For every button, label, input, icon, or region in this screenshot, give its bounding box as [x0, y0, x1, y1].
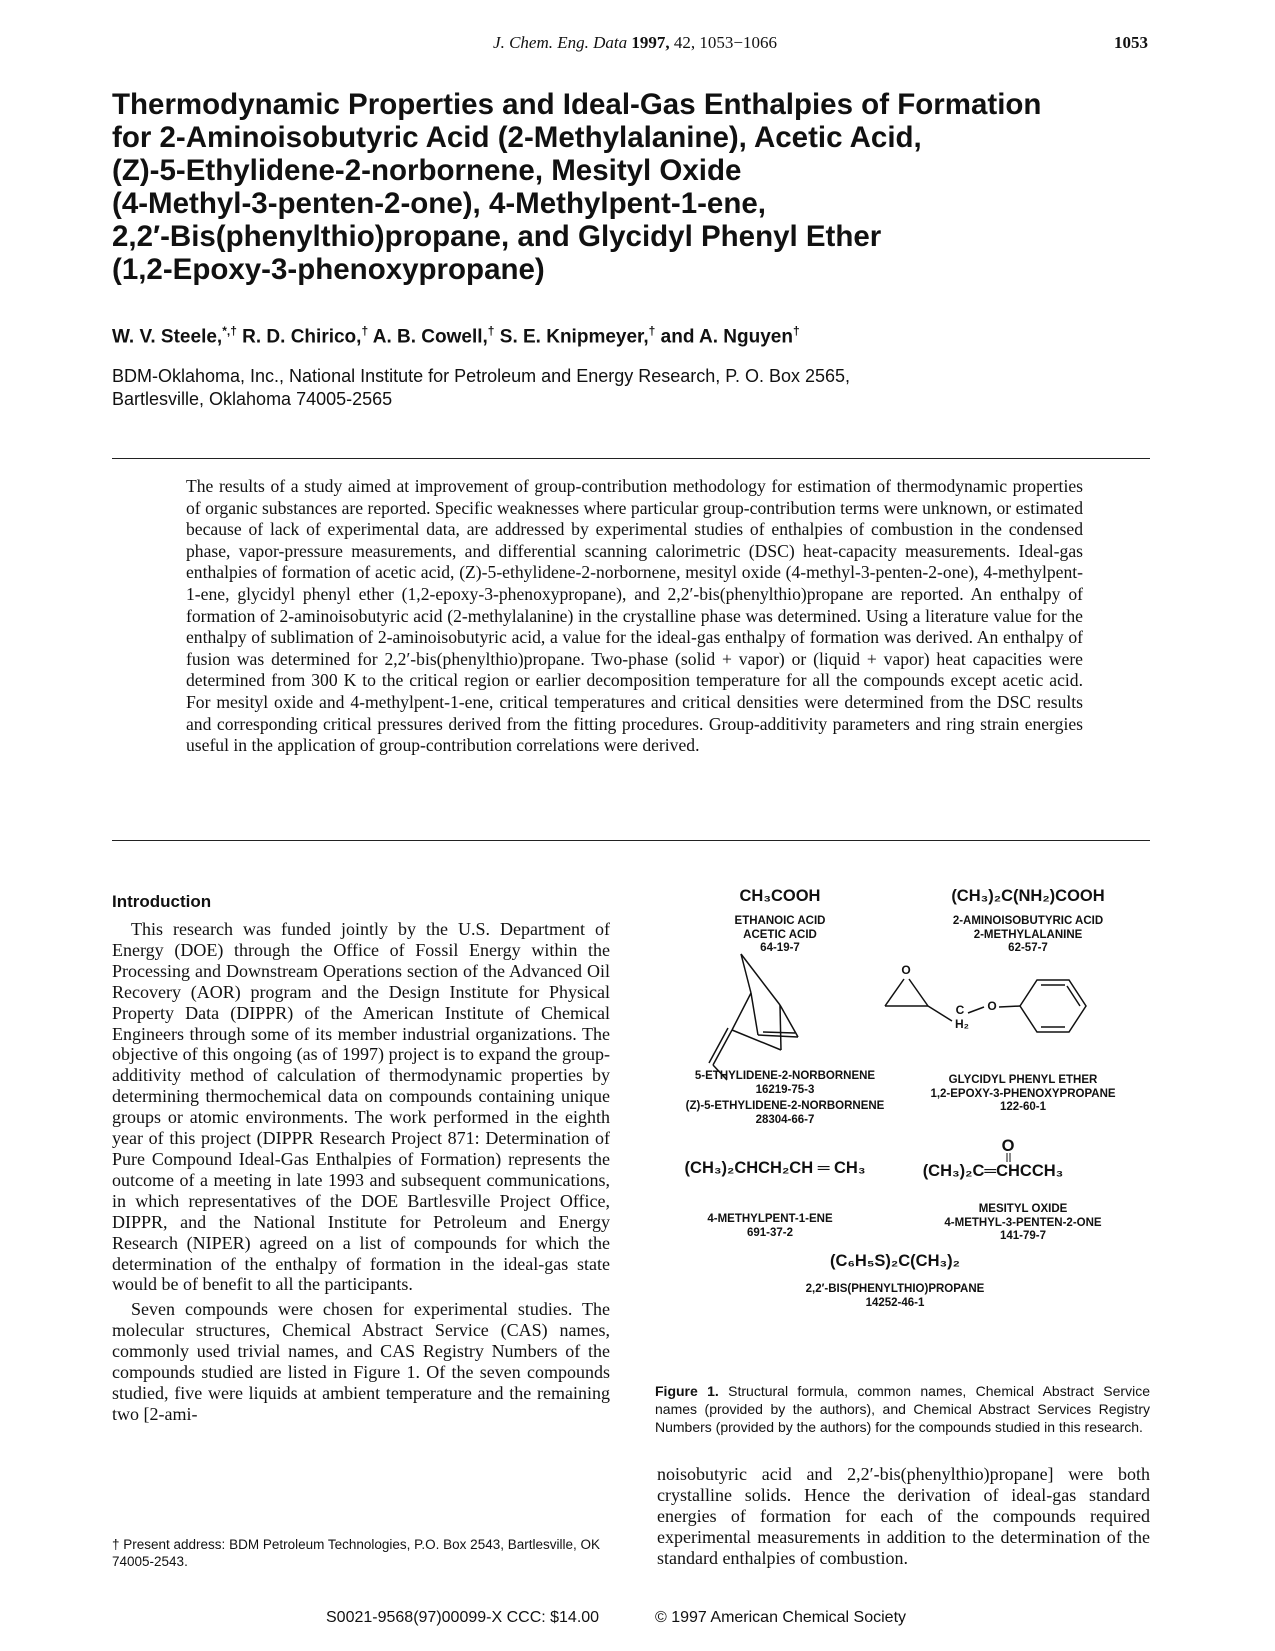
journal-year: 1997, [631, 33, 670, 52]
methylpentene-formula: (CH₃)₂CHCH₂CH ═ CH₃ [684, 1159, 866, 1177]
mesityl-carbonyl-oxygen: O [1001, 1137, 1015, 1155]
abstract-top-rule [112, 458, 1150, 459]
issn-code: S0021-9568(97)00099-X CCC: $14.00 [326, 1609, 600, 1626]
acetic-formula: CH₃COOH [739, 887, 821, 905]
mesityl-name: MESITYL OXIDE [978, 1203, 1068, 1215]
glycidyl-cas: 122-60-1 [999, 1101, 1047, 1113]
methylpentene-cas: 691-37-2 [746, 1226, 794, 1239]
affiliation-line: Bartlesville, Oklahoma 74005-2565 [112, 389, 393, 409]
norbornene-structure-icon [709, 954, 798, 1080]
footnote: † Present address: BDM Petroleum Technologies, P.O. Box 2543, Bartlesville, OK 74005-2543. [112, 1537, 600, 1569]
author-list [112, 324, 800, 348]
page-number: 1053 [1114, 33, 1148, 52]
acetic-cas: 64-19-7 [760, 942, 800, 954]
methylpentene-name: 4-METHYLPENT-1-ENE [707, 1213, 833, 1225]
author-name: A. B. Cowell, [372, 326, 488, 348]
compound-norbornene [655, 1070, 915, 1127]
author-name: W. V. Steele, [112, 326, 223, 348]
norbornene-cas: 28304-66-7 [755, 1113, 815, 1126]
author-mark: *,† [222, 324, 237, 338]
title-line: 2,2′-Bis(phenylthio)propane, and Glycidyl Phenyl Ether [112, 220, 882, 253]
compound-mesityl-oxide [893, 1203, 1153, 1244]
acetic-name: ACETIC ACID [743, 928, 817, 941]
mesityl-formula: (CH₃)₂C═CHCCH₃ [922, 1162, 1064, 1180]
title-line: (Z)-5-Ethylidene-2-norbornene, Mesityl Oxide [112, 154, 742, 187]
acetic-name: ETHANOIC ACID [734, 915, 826, 927]
body-paragraph-continued: noisobutyric acid and 2,2′-bis(phenylthio)propane] were both crystalline solids. Hence the derivation of ideal-gas standard energies of formation for each of the compounds required experimental measurements in addition to the determination of the standard enthalpies of combustion. [657, 1464, 1150, 1568]
abstract: The results of a study aimed at improvement of group-contribution methodology for estimation of thermodynamic properties of organic substances are reported. Specific weaknesses where particular group-contribution terms were unknown, or estimated because of lack of experimental data, are addressed by experimental studies of enthalpies of combustion in the condensed phase, vapor-pressure measurements, and differential scanning calorimetric (DSC) heat-capacity measurements. Ideal-gas enthalpies of formation of acetic acid, (Z)-5-ethylidene-2-norbornene, mesityl oxide (4-methyl-3-penten-2-one), 4-methylpent-1-ene, glycidyl phenyl ether (1,2-epoxy-3-phenoxypropane), and 2,2′-bis(phenylthio)propane are reported. An enthalpy of formation of 2-aminoisobutyric acid (2-methylalanine) in the crystalline phase was determined. Using a literature value for the enthalpy of sublimation of 2-aminoisobutyric acid, a value for the ideal-gas enthalpy of formation was derived. An enthalpy of fusion was determined for 2,2′-bis(phenylthio)propane. Two-phase (solid + vapor) or (liquid + vapor) heat capacities were determined from 300 K to the critical region or earlier decomposition temperature for all the compounds except acetic acid. For mesityl oxide and 4-methylpent-1-ene, critical temperatures and critical densities were determined from the DSC results and corresponding critical pressures derived from the fitting procedures. Group-additivity parameters and ring strain energies useful in the application of group-contribution correlations were derived. [186, 476, 1083, 756]
epoxide-oxygen-label: O [901, 963, 911, 977]
author-mark: † [361, 324, 369, 338]
left-column [112, 892, 610, 1425]
aminoisobutyric-cas: 62-57-7 [1008, 942, 1048, 954]
glycidyl-name: 1,2-EPOXY-3-PHENOXYPROPANE [930, 1087, 1116, 1100]
body-paragraph: This research was funded jointly by the U.S. Department of Energy (DOE) through the Office of Fossil Energy within the Processing and Downstream Operations section of the Advanced Oil Recovery (AOR) program and the Design Institute for Physical Property Data (DIPPR) of the American Institute of Chemical Engineers through some of its member industrial organizations. The objective of this ongoing (as of 1997) project is to expand the group-additivity method of calculation of thermodynamic properties by determining thermochemical data on compounds containing unique groups or atomic environments. The work performed in the eighth year of this project (DIPPR Research Project 871: Determination of Pure Compound Ideal-Gas Enthalpies of Formation) represents the outcome of a meeting in late 1993 and subsequent communications, in which representatives of the DOE Bartlesville Project Office, DIPPR, and the National Institute for Petroleum and Energy Research (NIPER) agreed on a list of compounds for which the determination of the enthalpy of formation in the ideal-gas state would be of benefit to all the participants. [112, 919, 610, 1295]
title-line: Thermodynamic Properties and Ideal-Gas Enthalpies of Formation [112, 88, 1042, 121]
compound-methylpentene [655, 1213, 885, 1240]
journal-citation [420, 33, 850, 53]
section-heading-introduction: Introduction [112, 892, 212, 911]
compound-glycidyl-phenyl-ether [893, 1074, 1153, 1115]
author-mark: † [648, 324, 656, 338]
caption-text: Structural formula, common names, Chemical Abstract Service names (provided by the authors), and Chemical Abstract Services Registry Numbers (provided by the authors) for the compounds studied in this research. [655, 1383, 1150, 1435]
mesityl-name: 4-METHYL-3-PENTEN-2-ONE [944, 1216, 1102, 1229]
caption-label: Figure 1. [655, 1383, 719, 1399]
aminoisobutyric-name: 2-AMINOISOBUTYRIC ACID [952, 915, 1104, 927]
author-mark: † [792, 324, 800, 338]
affiliation-line: BDM-Oklahoma, Inc., National Institute for Petroleum and Energy Research, P. O. Box 2565, [112, 366, 851, 386]
journal-name: J. Chem. Eng. Data [493, 33, 628, 52]
paper-title [112, 88, 1162, 286]
methylene-carbon-label: C [955, 1003, 965, 1017]
title-line: for 2-Aminoisobutyric Acid (2-Methylalanine), Acetic Acid, [112, 121, 922, 154]
norbornene-cas: 16219-75-3 [755, 1083, 815, 1096]
methylene-h2-label: H₂ [955, 1017, 969, 1031]
author-name: S. E. Knipmeyer, [499, 326, 649, 348]
affiliation [112, 365, 1112, 411]
abstract-bottom-rule [112, 840, 1150, 841]
author-name: R. D. Chirico, [242, 326, 362, 348]
bisphenylthio-cas: 14252-46-1 [865, 1296, 925, 1309]
author-name: and A. Nguyen [660, 326, 793, 348]
bisphenylthio-name: 2,2′-BIS(PHENYLTHIO)PROPANE [805, 1283, 985, 1295]
title-line: (4-Methyl-3-penten-2-one), 4-Methylpent-1-ene, [112, 187, 766, 220]
title-line: (1,2-Epoxy-3-phenoxypropane) [112, 253, 545, 286]
aminoisobutyric-name: 2-METHYLALANINE [973, 928, 1083, 941]
journal-volume-pages: 42, 1053−1066 [673, 33, 777, 52]
figure-caption [655, 1382, 1150, 1436]
ether-oxygen-label: O [987, 999, 997, 1013]
body-paragraph: Seven compounds were chosen for experimental studies. The molecular structures, Chemical Abstract Service (CAS) names, commonly used trivial names, and CAS Registry Numbers of the compounds studied are listed in Figure 1. Of the seven compounds studied, five were liquids at ambient temperature and the remaining two [2-ami- [112, 1299, 610, 1424]
author-mark: † [487, 324, 495, 338]
norbornene-name: (Z)-5-ETHYLIDENE-2-NORBORNENE [685, 1100, 885, 1112]
glycidyl-name: GLYCIDYL PHENYL ETHER [948, 1074, 1098, 1086]
copyright-notice: © 1997 American Chemical Society [655, 1609, 907, 1626]
compound-bisphenylthiopropane [755, 1252, 1035, 1310]
mesityl-cas: 141-79-7 [999, 1230, 1047, 1242]
running-head [0, 33, 1275, 57]
figure-1 [655, 887, 1150, 1367]
norbornene-name: 5-ETHYLIDENE-2-NORBORNENE [694, 1070, 876, 1082]
aminoisobutyric-formula: (CH₃)₂C(NH₂)COOH [951, 887, 1105, 905]
bisphenylthio-formula: (C₆H₅S)₂C(CH₃)₂ [830, 1252, 960, 1270]
